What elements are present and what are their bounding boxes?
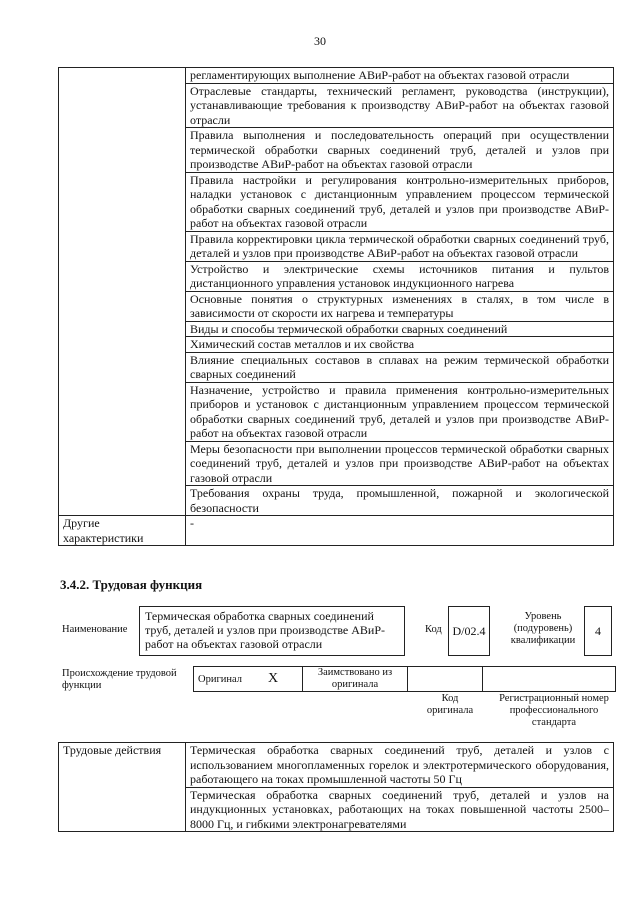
code-caption: Код оригинала: [426, 693, 474, 716]
knowledge-label-cell: [59, 68, 186, 516]
table-row: [59, 743, 614, 788]
table-row: [59, 516, 614, 546]
actions-table: [58, 742, 614, 832]
original-label: Оригинал: [194, 667, 265, 692]
original-mark: X: [264, 667, 303, 692]
borrowed-label: Заимствовано из оригинала: [303, 667, 408, 692]
name-label: Наименование: [62, 624, 128, 635]
origin-label: Происхождение трудовой функции: [62, 668, 177, 691]
action-item: Термическая обработка сварных соединений труб, деталей и узлов с использованием многопламенных горелок и электротермического оборудования, работающего на токах промышленной частоты 50 Гц: [186, 743, 614, 788]
knowledge-item: Требования охраны труда, промышленной, пожарной и экологической безопасности: [186, 486, 614, 516]
knowledge-item: Меры безопасности при выполнении процессов термической обработки сварных соединений труб, деталей и узлов при производстве АВиР-работ на объектах газовой отрасли: [186, 441, 614, 486]
code-label: Код: [425, 624, 442, 635]
knowledge-item: Правила корректировки цикла термической обработки сварных соединений труб, деталей и узлов при производстве АВиР-работ на объектах газовой отрасли: [186, 231, 614, 261]
knowledge-item: Виды и способы термической обработки сварных соединений: [186, 321, 614, 337]
actions-label: Трудовые действия: [59, 743, 186, 832]
knowledge-item: Химический состав металлов и их свойства: [186, 337, 614, 353]
level-value-box: 4: [584, 606, 612, 656]
knowledge-item: Правила настройки и регулирования контрольно-измерительных приборов, наладки установок с дистанционным управлением процессом термической обработки сварных соединений труб, деталей и узлов при производстве АВиР-работ на объектах газовой отрасли: [186, 172, 614, 231]
knowledge-item: регламентирующих выполнение АВиР-работ на объектах газовой отрасли: [186, 68, 614, 84]
original-code-cell: [408, 667, 483, 692]
knowledge-item: Влияние специальных составов в сплавах на режим термической обработки сварных соединений: [186, 352, 614, 382]
registration-number-cell: [483, 667, 616, 692]
knowledge-item: Назначение, устройство и правила применения контрольно-измерительных приборов и установок с дистанционным управлением процессом термической обработки сварных соединений труб, деталей и узлов при производстве АВиР-работ на объектах газовой отрасли: [186, 382, 614, 441]
page-number: 30: [314, 34, 326, 48]
table-row: [194, 667, 616, 692]
other-characteristics-value: -: [186, 516, 614, 546]
table-row: [59, 68, 614, 84]
knowledge-item: Устройство и электрические схемы источников питания и пультов дистанционного управления установок индукционного нагрева: [186, 261, 614, 291]
function-code-box: D/02.4: [448, 606, 490, 656]
section-heading: 3.4.2. Трудовая функция: [60, 577, 203, 592]
action-item: Термическая обработка сварных соединений труб, деталей и узлов на индукционных установках, работающих на токах повышенной частоты 2500–8000 Гц, и гибкими электронагревателями: [186, 787, 614, 832]
registration-caption: Регистрационный номер профессионального стандарта: [499, 693, 609, 728]
knowledge-item: Правила выполнения и последовательность операций при осуществлении термической обработки сварных соединений труб, деталей и узлов при производстве АВиР-работ на объектах газовой отрасли: [186, 128, 614, 173]
knowledge-table: [58, 67, 614, 546]
function-name-box: Термическая обработка сварных соединений труб, деталей и узлов при производстве АВиР-работ на объектах газовой отрасли: [139, 606, 405, 656]
level-label: Уровень (подуровень) квалификации: [510, 611, 576, 646]
other-characteristics-label: Другие характеристики: [59, 516, 186, 546]
knowledge-item: Основные понятия о структурных изменениях в сталях, в том числе в зависимости от скорости их нагрева и температуры: [186, 291, 614, 321]
knowledge-item: Отраслевые стандарты, технический регламент, руководства (инструкции), устанавливающие требования к производству АВиР-работ на объектах газовой отрасли: [186, 83, 614, 128]
origin-table: [193, 666, 616, 692]
